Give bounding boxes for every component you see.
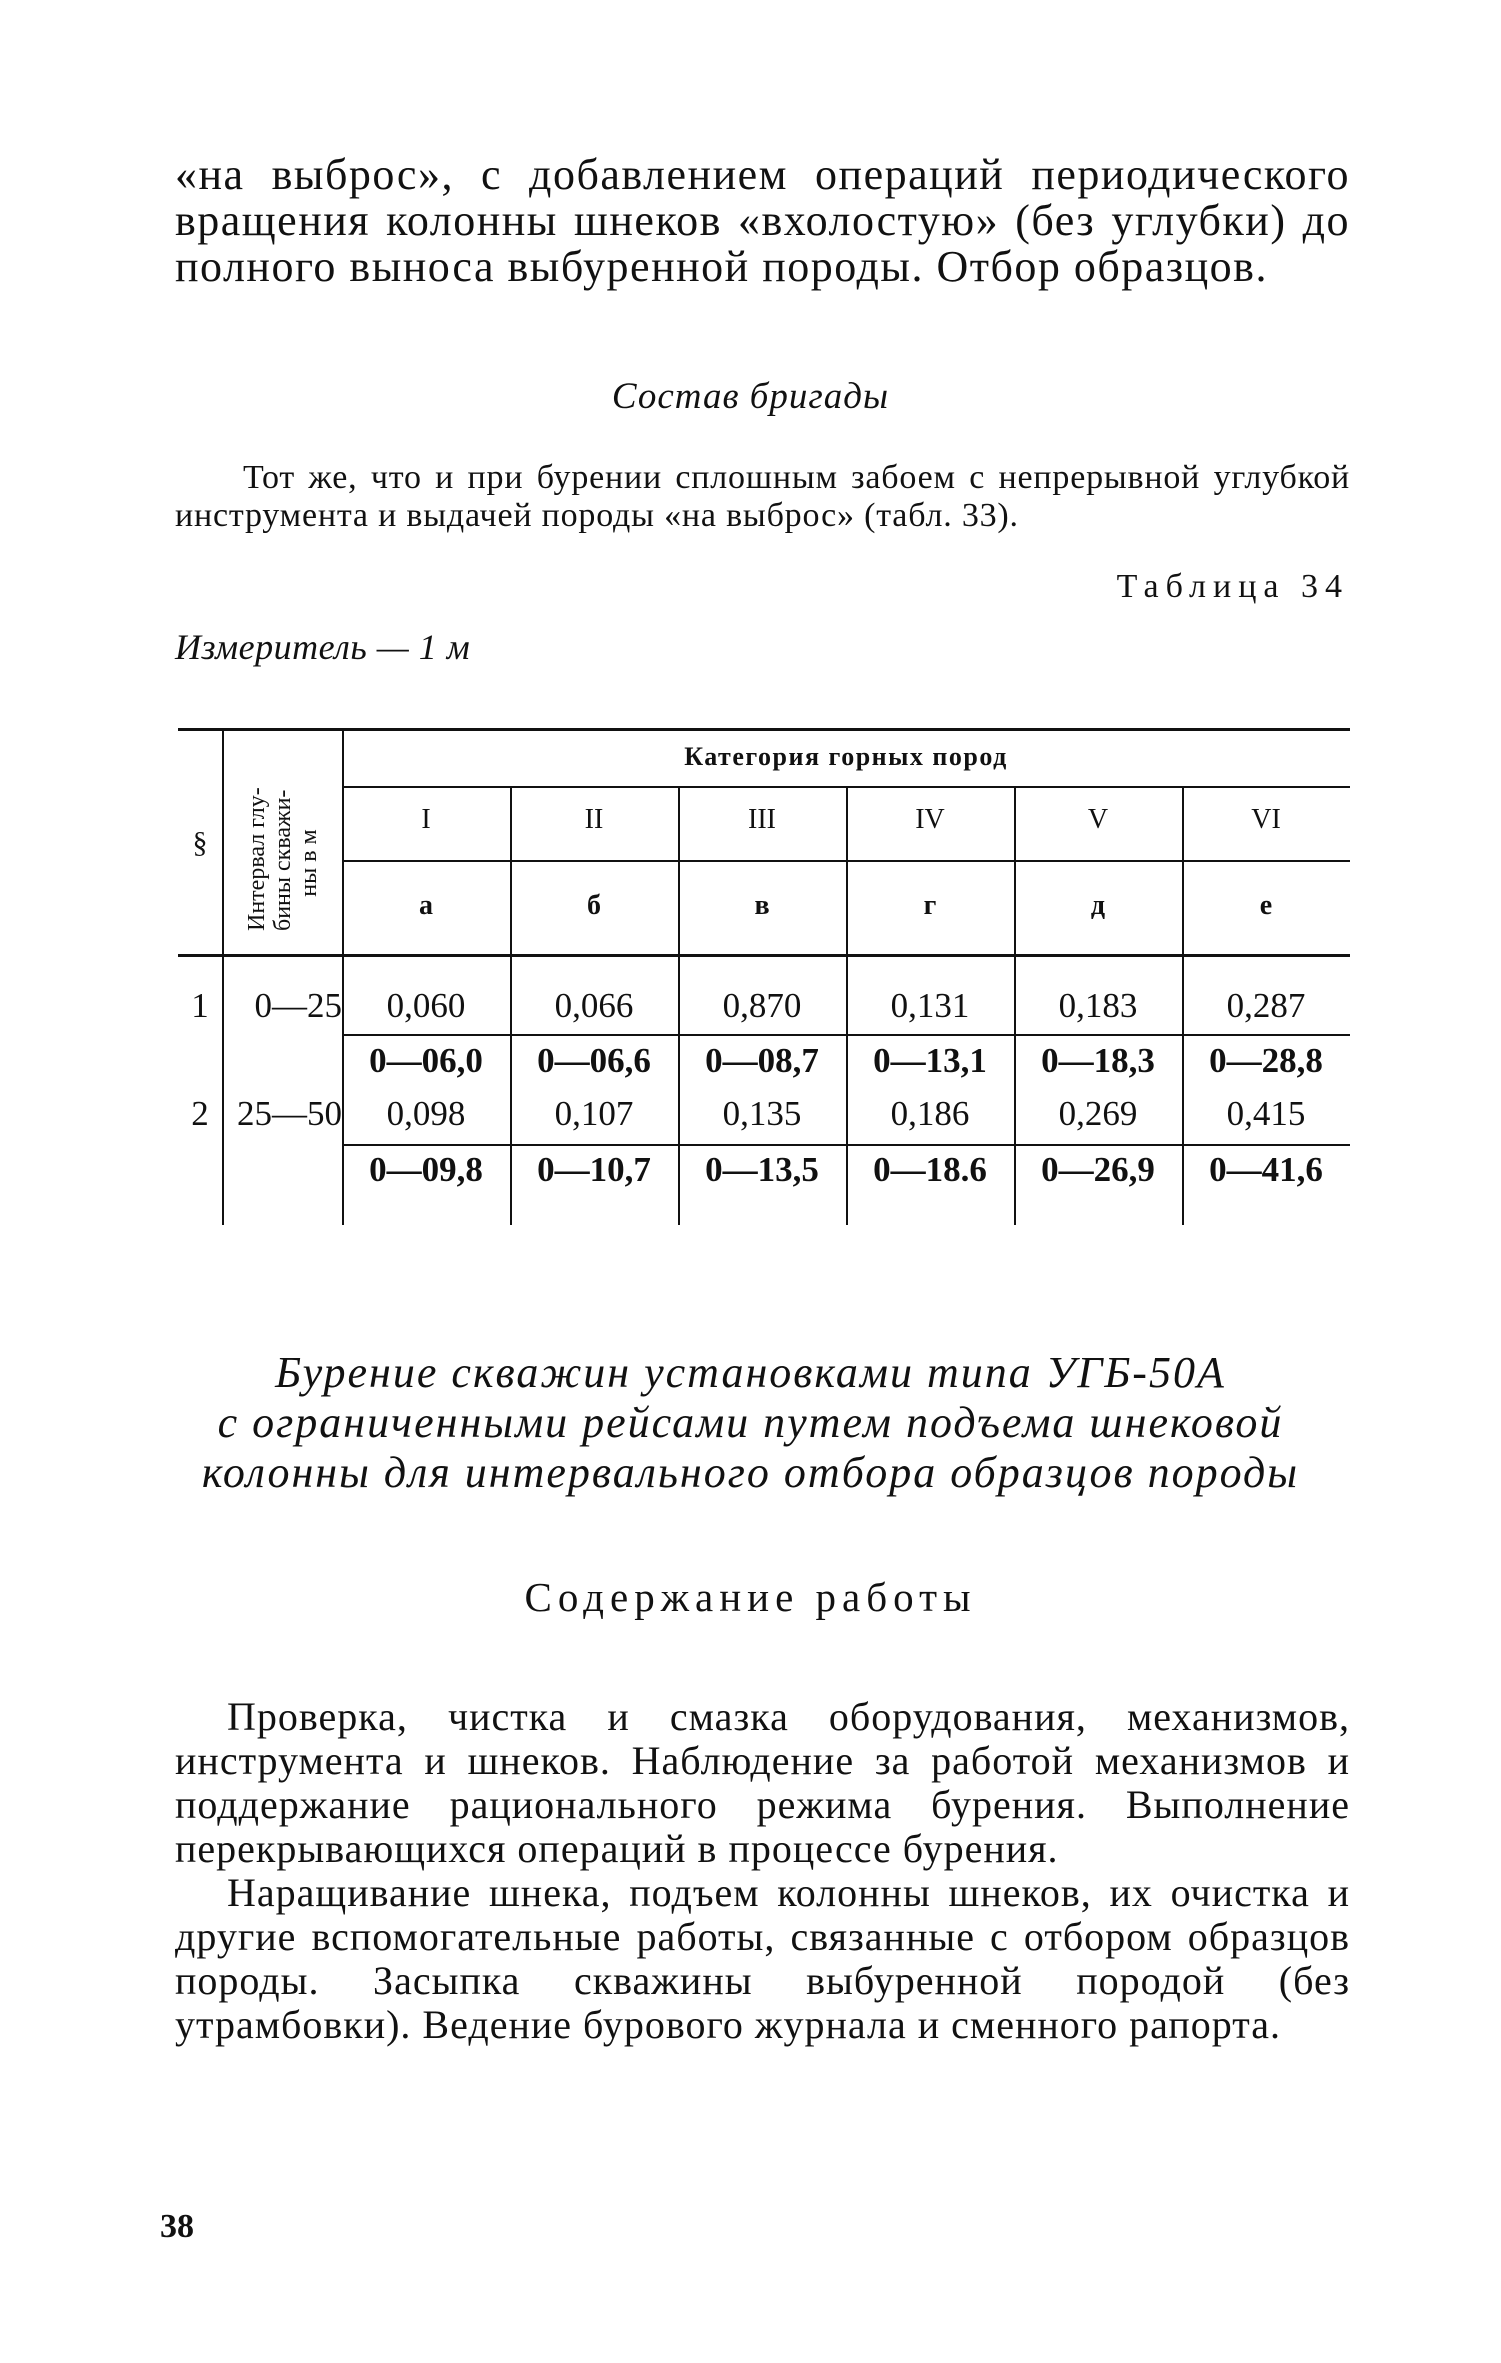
norms-table <box>178 728 1350 1228</box>
section-title <box>0 1348 1501 1498</box>
row-number: 1 <box>191 986 209 1025</box>
category-label: II <box>584 804 604 835</box>
column-letter: д <box>1090 890 1106 921</box>
category-label: VI <box>1251 804 1281 835</box>
section-title-line: с ограниченными рейсами путем подъема шнековой <box>217 1398 1284 1447</box>
work-paragraph: Наращивание шнека, подъем колонны шнеков, их очистка и другие вспомогательные работы, связанные с отбором образцов породы. Засыпка скважины выбуренной породой (без утрамбовки). Ведение бурового журнала и сменного рапорта. <box>175 1870 1350 2047</box>
norm-code: 0—13,5 <box>705 1150 819 1189</box>
norm-code: 0—28,8 <box>1209 1041 1323 1080</box>
norm-code: 0—26,9 <box>1041 1150 1155 1189</box>
interval-header-line: ны в м <box>296 829 322 897</box>
row-interval: 0—25 <box>254 986 342 1025</box>
table-label: Таблица 34 <box>1116 568 1349 605</box>
norm-value: 0,098 <box>386 1094 466 1133</box>
norm-code: 0—06,0 <box>369 1041 483 1080</box>
norm-code: 0—06,6 <box>537 1041 651 1080</box>
column-letter: в <box>754 890 770 921</box>
header-bottom-rule <box>178 954 1350 957</box>
column-letter: а <box>419 890 433 921</box>
norm-value: 0,135 <box>722 1094 802 1133</box>
norm-code: 0—09,8 <box>369 1150 483 1189</box>
norm-code: 0—08,7 <box>705 1041 819 1080</box>
norm-value: 0,415 <box>1226 1094 1306 1133</box>
norm-value: 0,287 <box>1226 986 1306 1025</box>
crew-heading: Состав бригады <box>611 376 890 417</box>
work-paragraph: Проверка, чистка и смазка оборудования, механизмов, инструмента и шнеков. Наблюдение за работой механизмов и поддержание рационального режима бурения. Выполнение перекрывающихся операций в процессе бурения. <box>175 1694 1350 1871</box>
category-title: Категория горных пород <box>684 742 1008 771</box>
norm-code: 0—41,6 <box>1209 1150 1323 1189</box>
column-letter: е <box>1259 890 1273 921</box>
section-title-line: колонны для интервального отбора образцов породы <box>201 1448 1300 1497</box>
norm-value: 0,066 <box>554 986 634 1025</box>
norm-value: 0,107 <box>554 1094 634 1133</box>
section-title-line: Бурение скважин установками типа УГБ-50А <box>275 1348 1226 1397</box>
norm-code: 0—18.6 <box>873 1150 987 1189</box>
norm-value: 0,186 <box>890 1094 970 1133</box>
norm-value: 0,269 <box>1058 1094 1138 1133</box>
norm-code: 0—10,7 <box>537 1150 651 1189</box>
norm-value: 0,060 <box>386 986 466 1025</box>
col-divider <box>222 731 224 1225</box>
column-letter: г <box>923 890 937 921</box>
crew-text: Тот же, что и при бурении сплошным забоем с непрерывной углубкой инструмента и выдачей породы «на выброс» (табл. 33). <box>175 459 1350 534</box>
page-number: 38 <box>160 2208 194 2245</box>
work-text <box>175 1695 1350 2047</box>
interval-col-header <box>244 787 322 931</box>
norm-value: 0,870 <box>722 986 802 1025</box>
norm-value: 0,131 <box>890 986 970 1025</box>
intro-paragraph: «на выброс», с добавлением операций периодического вращения колонны шнеков «вхолостую» (без углубки) до полного выноса выбуренной породы. Отбор образцов. <box>175 150 1350 291</box>
interval-header-line: Интервал глу- <box>244 787 270 931</box>
section-col-header: § <box>192 826 208 859</box>
row-interval: 25—50 <box>237 1094 342 1133</box>
norm-code: 0—13,1 <box>873 1041 987 1080</box>
table-unit: Измеритель — 1 м <box>175 627 471 667</box>
work-heading: Содержание работы <box>524 1574 977 1620</box>
norm-value: 0,183 <box>1058 986 1138 1025</box>
row-number: 2 <box>191 1094 209 1133</box>
table-top-rule <box>178 728 1350 731</box>
category-label: III <box>748 804 776 835</box>
category-label: I <box>421 804 431 835</box>
norm-code: 0—18,3 <box>1041 1041 1155 1080</box>
category-label: IV <box>915 804 945 835</box>
category-label: V <box>1087 804 1109 835</box>
column-letter: б <box>587 890 601 921</box>
interval-header-line: бины скважи- <box>270 789 296 931</box>
